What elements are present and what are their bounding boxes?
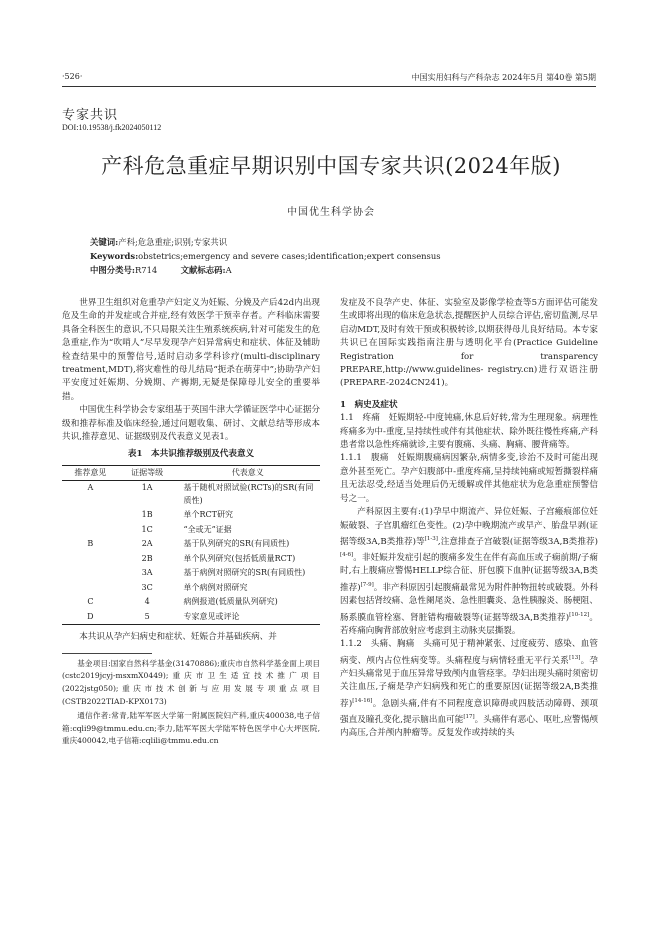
right-column xyxy=(340,297,598,741)
keywords-cn-text: 产科;危急重症;识别;专家共识 xyxy=(118,237,228,247)
section-1-1-2-headache-chest-pain xyxy=(340,638,598,740)
text-run: 。非妊娠并发症引起的腹痛多发生在伴有高血压或子痫前期/子痫时,右上腹痛应警惕HELLP综合征、肝包膜下血肿(证据等级3A,B类推荐) xyxy=(340,553,598,593)
citation: [17] xyxy=(463,713,475,720)
intro-paragraph-3: 本共识从孕产妇病史和症状、妊娠合并基础疾病、并 xyxy=(79,632,277,643)
table-row xyxy=(62,537,320,552)
table-cell: 1C xyxy=(141,524,153,534)
recommendation-table xyxy=(62,465,320,626)
table-cell: 2B xyxy=(141,553,153,563)
clc-label: 中图分类号: xyxy=(90,265,135,275)
citation: [13] xyxy=(569,654,581,661)
table-cell: A xyxy=(87,483,94,493)
text-run: 。若疼痛向胸背部放射应考虑到主动脉夹层撕裂。 xyxy=(340,612,598,636)
keywords-en-label: Keywords: xyxy=(90,251,139,261)
intro-paragraph-2: 中国优生科学协会专家组基于英国牛津大学循证医学中心证据分级和推荐标准及临床经验,通过问题收集、研讨、文献总结等形成本共识,推荐意见、证据级别及代表意义见表1。 xyxy=(62,405,320,443)
table-cell xyxy=(62,523,119,538)
citation: [14-16] xyxy=(352,697,373,704)
table-cell xyxy=(62,581,119,596)
table-row xyxy=(62,595,320,610)
table-cell: 1B xyxy=(141,510,153,520)
heading-history-symptoms: 1 病史及症状 xyxy=(340,399,398,410)
doc-code-value: A xyxy=(225,265,232,275)
table-cell: 病例报道(低质量队列研究) xyxy=(183,597,278,607)
table-cell: 3A xyxy=(141,568,153,578)
funding-footnote: 基金项目:国家自然科学基金(31470886);重庆市自然科学基金面上项目(cstc2019jcyj-msxmX0449);重庆市卫生适宜技术推广项目(2022jstg050);重庆市技术创新与应用发展专项重点项目(CSTB2022TIAD-KPX0173) xyxy=(62,658,320,706)
table-cell: 4 xyxy=(144,597,150,607)
correspondence-footnote: 通信作者:常青,陆军军医大学第一附属医院妇产科,重庆400038,电子信箱:cqli99@tmmu.edu.cn;李力,陆军军医大学陆军特色医学中心大坪医院,重庆400042,电子信箱:cqlili@tmmu.edu.cn xyxy=(62,711,320,746)
clc-value: R714 xyxy=(134,265,158,275)
text-run: 产科原因主要有:(1)孕早中期流产、异位妊娠、子宫瘢痕部位妊娠破裂、子宫肌瘤红色变性。(2)孕中晚期流产或早产、胎盘早剥(证据等级3A,B类推荐)等 xyxy=(340,507,598,547)
table-cell: 专家意见或评论 xyxy=(183,611,240,621)
table-header-cell: 代表意义 xyxy=(231,467,264,477)
doc-code-label: 文献标志码: xyxy=(180,265,226,275)
table-header-row xyxy=(62,465,320,481)
table-cell: 单个病例对照研究 xyxy=(183,582,248,592)
keywords-cn xyxy=(90,236,582,249)
paper-title: 产科危急重症早期识别中国专家共识(2024年版) xyxy=(101,154,561,178)
table-cell: 基于随机对照试验(RCTs)的SR(有同质性) xyxy=(183,483,314,505)
doi: DOI:10.19538/j.fk2024050112 xyxy=(62,123,162,132)
table-cell: 基于队列研究的SR(有同质性) xyxy=(183,539,290,549)
table-row xyxy=(62,610,320,625)
table-row xyxy=(62,481,320,509)
citation: [4-6] xyxy=(340,552,354,559)
table-cell: 2A xyxy=(141,539,153,549)
text-run: 。非产科原因引起腹痛最常见为附件肿物扭转或破裂。外科因素包括肾绞痛、急性阑尾炎、急性胆囊炎、急性胰腺炎、肠梗阻、肠系膜血管栓塞、肾脏错构瘤破裂等(证据等级3A,B类推荐) xyxy=(340,582,598,623)
table-row xyxy=(62,566,320,581)
table-cell: 单个RCT研究 xyxy=(183,510,233,520)
citation: [7-9] xyxy=(360,581,374,588)
section-1-1-pain: 1.1 疼痛 妊娠期轻-中度钝痛,休息后好转,常为生理现象。病理性疼痛多为中-重度,呈持续性或伴有其他症状、除外既往慢性疼痛,产科患者常以急性疼痛就诊,主要有腹痛、头痛、胸痛、腰背痛等。 xyxy=(340,413,598,451)
section-label: 专家共识 xyxy=(62,108,119,123)
keywords-en-text: obstetrics;emergency and severe cases;identification;expert consensus xyxy=(138,251,441,261)
table-cell xyxy=(62,552,119,567)
left-column xyxy=(62,297,320,748)
journal-header: 中国实用妇科与产科杂志 2024年5月 第40卷 第5期 xyxy=(411,73,596,82)
intro-continued: 发症及不良孕产史、体征、实验室及影像学检查等5方面评估可能发生或即将出现的临床危急状态,提醒医护人员综合评估,密切监测,尽早启动MDT,及时有效干预或积极转诊,以期获得母儿良好结局。本专家共识已在国际实践指南注册与透明化平台(Practice Guideline Registration for transparency PREPARE,http://www.guidelines- registry.cn)进行双语注册(PREPARE-2024CN241)。 xyxy=(340,298,598,389)
table-row xyxy=(62,581,320,596)
table-cell: 5 xyxy=(144,611,150,621)
table-row xyxy=(62,508,320,523)
table-header-cell: 证据等级 xyxy=(131,467,164,477)
page-number: ·526· xyxy=(62,72,83,81)
table-cell: 3C xyxy=(141,582,153,592)
author: 中国优生科学协会 xyxy=(287,207,375,218)
classification xyxy=(90,264,582,277)
text-run: ,注意排查子宫破裂(证据等级3A,B类推荐) xyxy=(437,536,598,547)
citation: [10-12] xyxy=(569,611,590,618)
table-cell: 1A xyxy=(141,483,153,493)
table-cell: B xyxy=(87,539,94,549)
abdominal-pain-causes xyxy=(340,506,598,638)
keywords-cn-label: 关键词: xyxy=(90,237,119,247)
section-1-1-1-abdominal-pain: 1.1.1 腹痛 妊娠期腹痛病因繁杂,病情多变,诊治不及时可能出现意外甚至死亡。孕产妇腹部中-重度疼痛,呈持续钝痛或短暂撕裂样痛且无法忍受,经适当处理后仍无缓解或伴其他症状为危急重症预警信号之一。 xyxy=(340,453,598,504)
table-cell: 单个队列研究(包括低质量RCT) xyxy=(183,553,296,563)
table-row xyxy=(62,552,320,567)
header-rule xyxy=(62,86,596,87)
text-run: 。孕产妇头痛常见于血压异常导致颅内血管痉挛。孕妇出现头痛时须密切关注血压,子痫是孕产妇病残和死亡的重要原因(证据等级2A,B类推荐) xyxy=(340,655,598,709)
table-cell: C xyxy=(87,597,94,607)
intro-paragraph-1: 世界卫生组织对危重孕产妇定义为妊娠、分娩及产后42d内出现危及生命的并发症或合并症,经有效医学干预幸存者。产科临床需要具备全科医生的意识,不只局限关注生殖系统疾病,针对可能发生的危急重症,作为“吹哨人”尽早发现孕产妇异常病史和症状、体征及辅助检查结果中的预警信号,适时启动多学科诊疗(multi-disciplinary treatment,MDT),将灾难性的母儿结局“扼杀在萌芽中”;协助孕产妇平安度过妊娠期、分娩期、产褥期,无疑是保障母儿安全的重要举措。 xyxy=(62,298,320,402)
table-cell: “全或无”证据 xyxy=(183,524,232,534)
table-row xyxy=(62,523,320,538)
table-cell xyxy=(62,508,119,523)
text-run: 1.1.2 头痛、胸痛 头痛可见于精神紧张、过度疲劳、感染、血管病变、颅内占位性病变等。头痛程度与病情轻重无平行关系 xyxy=(340,639,598,666)
footnote-rule xyxy=(62,653,152,654)
table-cell: D xyxy=(87,611,94,621)
text-run: 。头痛伴有恶心、呕吐,应警惕颅内高压,合并颅内肿瘤等。反复发作或持续的头 xyxy=(340,714,599,739)
table-cell: 基于病例对照研究的SR(有同质性) xyxy=(183,568,306,578)
citation: [1-3] xyxy=(424,535,438,542)
table-cell xyxy=(62,566,119,581)
text-run: 。急剧头痛,伴有不同程度意识障碍或四肢活动障碍、颈项强直及瞳孔变化,提示脑出血可能 xyxy=(340,698,599,725)
table-caption: 表1 本共识推荐级别及代表意义 xyxy=(127,449,255,460)
table-header-cell: 推荐意见 xyxy=(74,467,107,477)
keywords-en xyxy=(90,250,582,263)
